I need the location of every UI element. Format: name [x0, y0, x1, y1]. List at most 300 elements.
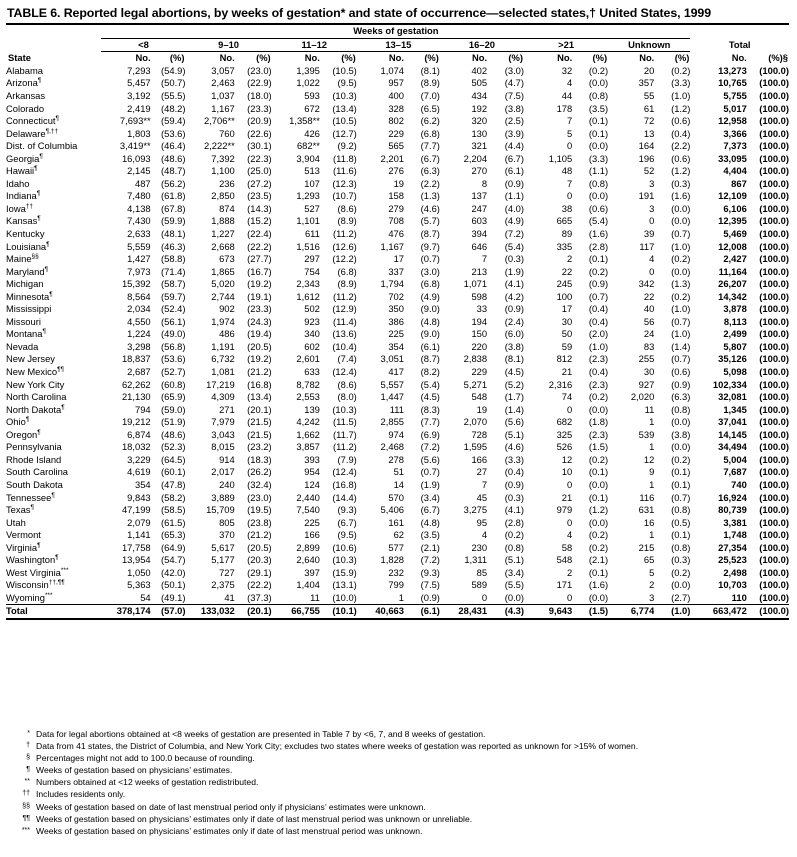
table-row: [6, 454, 789, 467]
percent-cell: (0.3): [504, 253, 525, 265]
percent-cell: (4.8): [420, 516, 440, 528]
count-cell: 255: [638, 353, 655, 365]
percent-cell: (52.3): [161, 441, 186, 453]
percent-cell: (100.0): [759, 64, 789, 76]
count-cell: 1: [398, 591, 404, 603]
count-cell: 10,765: [718, 77, 747, 89]
count-cell: 335: [556, 240, 573, 252]
state-name: Missouri: [6, 315, 41, 327]
percent-cell: (16.7): [247, 265, 272, 277]
count-cell: 5,004: [723, 453, 747, 465]
count-cell: 914: [219, 453, 235, 465]
count-cell: 7,430: [127, 215, 151, 227]
percent-cell: (0.0): [671, 265, 691, 277]
count-cell: 1,100: [211, 165, 235, 177]
table-row: [6, 203, 789, 216]
percent-cell: (0.3): [504, 491, 525, 503]
percent-cell: (47.8): [161, 478, 186, 490]
state-name: Maryland: [6, 265, 45, 277]
state-cell: [6, 341, 101, 354]
count-cell: 1,427: [127, 253, 151, 265]
count-cell: 2,633: [127, 228, 151, 240]
footnote-text: Data from 41 states, the District of Columbia, and New York City; excludes two states where weeks of gestation was reported as unknown for >15% of women.: [36, 741, 639, 752]
percent-cell: (10.0): [332, 591, 357, 603]
percent-cell: (8.9): [337, 278, 357, 290]
count-cell: 7: [481, 478, 488, 490]
count-cell: 196: [638, 152, 655, 164]
count-cell: 3,043: [211, 428, 235, 440]
percent-cell: (100.0): [759, 315, 789, 327]
percent-cell: (12.6): [332, 240, 357, 252]
count-cell: 954: [304, 466, 320, 478]
count-cell: 2,687: [127, 366, 151, 378]
total-count-cell: 9,643: [524, 605, 572, 619]
table-row: [6, 215, 789, 228]
percent-cell: (0.2): [671, 453, 691, 465]
count-cell: 4: [481, 529, 488, 541]
percent-cell: (2.1): [420, 541, 440, 553]
percent-cell: (0.0): [588, 403, 609, 415]
count-cell: 7,373: [723, 140, 747, 152]
count-cell: 1,662: [296, 428, 320, 440]
count-cell: 434: [471, 90, 488, 101]
footnote-text: Weeks of gestation based on date of last menstrual period only if physicians’ estimates were unknown.: [36, 801, 426, 812]
percent-cell: (100.0): [759, 115, 789, 127]
count-cell: 8,113: [723, 315, 747, 327]
count-cell: 85: [476, 566, 488, 578]
percent-cell: (0.1): [671, 466, 691, 478]
percent-cell: (0.2): [588, 391, 609, 403]
state-name: Maine: [6, 253, 32, 265]
empty-corner: [6, 25, 101, 38]
percent-cell: (7.4): [337, 353, 357, 365]
count-cell: 2,899: [296, 541, 320, 553]
percent-cell: (15.9): [332, 566, 357, 578]
percent-cell: (2.2): [420, 177, 440, 189]
percent-cell: (11.2): [333, 290, 357, 302]
percent-cell: (53.6): [161, 127, 186, 139]
count-cell: 124: [304, 478, 320, 490]
count-cell: 16,093: [121, 152, 151, 164]
count-cell: 276: [388, 165, 404, 177]
count-cell: 191: [638, 190, 655, 202]
count-cell: 708: [388, 215, 404, 227]
percent-cell: (0.4): [504, 466, 525, 478]
count-cell: 12: [643, 453, 655, 465]
percent-cell: (2.7): [671, 591, 691, 603]
state-cell: [6, 504, 101, 517]
percent-cell: (0.6): [588, 202, 609, 214]
count-cell: 340: [304, 328, 320, 340]
percent-cell: (4.7): [504, 77, 525, 89]
table-row: [6, 127, 789, 140]
percent-cell: (53.6): [161, 353, 186, 365]
percent-cell: (100.0): [759, 303, 789, 315]
count-cell: 3,057: [211, 64, 235, 76]
state-cell: [6, 366, 101, 379]
percent-cell: (1.7): [504, 391, 525, 403]
state-cell: [6, 391, 101, 404]
count-cell: 1,101: [296, 215, 320, 227]
percent-cell: (1.0): [671, 328, 691, 340]
count-cell: 2,838: [463, 353, 488, 365]
percent-cell: (3.8): [504, 102, 525, 114]
state-name: New Mexico: [6, 366, 58, 378]
state-name: Tennessee: [6, 491, 52, 503]
pct-column-header: (%): [256, 52, 271, 64]
percent-cell: (6.0): [504, 328, 525, 340]
count-cell: 130: [471, 127, 488, 139]
count-cell: 102,334: [712, 378, 747, 390]
percent-cell: (0.2): [671, 290, 691, 302]
percent-cell: (100.0): [759, 478, 789, 490]
state-cell: [6, 102, 101, 115]
percent-cell: (0.1): [588, 491, 609, 503]
empty-total-top: [690, 25, 789, 38]
count-cell: 2,440: [296, 491, 320, 503]
state-name: New York City: [6, 378, 65, 390]
percent-cell: (0.0): [504, 591, 525, 603]
table-row: [6, 378, 789, 391]
count-cell: 1,081: [211, 366, 235, 378]
percent-cell: (20.3): [247, 554, 272, 566]
percent-cell: (0.8): [671, 541, 691, 553]
percent-cell: (3.8): [504, 340, 525, 352]
percent-cell: (24.3): [247, 315, 272, 327]
table-row: [6, 152, 789, 165]
percent-cell: (11.7): [333, 428, 357, 440]
percent-cell: (2.3): [588, 353, 609, 365]
percent-cell: (6.9): [420, 428, 440, 440]
count-cell: 59: [561, 340, 573, 352]
state-cell: [6, 90, 101, 103]
state-cell: [6, 316, 101, 329]
count-cell: 58: [561, 541, 573, 553]
percent-cell: (7.5): [420, 579, 440, 591]
percent-cell: (0.2): [504, 529, 525, 541]
state-column-header: State: [8, 52, 31, 64]
state-cell: [6, 353, 101, 366]
state-name: Minnesota: [6, 290, 50, 302]
count-cell: 1,050: [127, 566, 151, 578]
percent-cell: (15.2): [247, 215, 272, 227]
percent-cell: (21.5): [247, 428, 272, 440]
footnote: [14, 728, 638, 740]
count-cell: 0: [567, 516, 573, 528]
percent-cell: (20.5): [247, 541, 272, 553]
table-row: [6, 165, 789, 178]
count-cell: 2,034: [127, 303, 151, 315]
percent-cell: (0.7): [588, 290, 609, 302]
percent-cell: (100.0): [759, 591, 789, 603]
count-cell: 2,850: [211, 190, 235, 202]
count-cell: 702: [388, 290, 404, 302]
count-cell: 682: [556, 416, 573, 428]
count-cell: 11: [644, 403, 655, 415]
count-cell: 21,130: [121, 391, 151, 403]
count-cell: 16: [643, 516, 655, 528]
percent-cell: (6.8): [337, 265, 357, 277]
percent-cell: (100.0): [759, 541, 789, 553]
count-cell: 2,468: [380, 441, 404, 453]
percent-cell: (21.2): [247, 529, 272, 541]
table-row: [6, 366, 789, 379]
state-cell: [6, 115, 101, 128]
count-cell: 39: [643, 228, 655, 240]
count-cell: 194: [471, 315, 488, 327]
footnote-marker: ¶: [44, 265, 49, 273]
count-cell: 4: [567, 77, 573, 89]
count-cell: 12: [561, 453, 573, 465]
percent-cell: (0.0): [671, 416, 691, 428]
percent-cell: (0.2): [588, 529, 609, 541]
count-cell: 2,498: [723, 566, 747, 578]
percent-cell: (2.1): [588, 554, 609, 566]
count-cell: 5,755: [723, 90, 747, 101]
percent-cell: (21.2): [247, 366, 272, 378]
percent-cell: (11.6): [333, 165, 357, 177]
percent-cell: (22.4): [247, 228, 272, 240]
count-cell: 5,363: [127, 579, 151, 591]
percent-cell: (71.4): [161, 265, 186, 277]
subheader-row: [6, 52, 789, 65]
footnote-marker: ¶: [61, 403, 65, 411]
count-cell: 25,523: [718, 554, 747, 566]
count-cell: 3,904: [296, 152, 320, 164]
percent-cell: (0.9): [504, 478, 525, 490]
percent-cell: (10.5): [332, 64, 357, 76]
percent-cell: (6.5): [420, 102, 440, 114]
no-column-header: No.: [557, 52, 573, 64]
count-cell: 83: [643, 340, 655, 352]
count-cell: 0: [567, 403, 573, 415]
count-cell: 426: [304, 127, 320, 139]
footnote-text: Includes residents only.: [36, 789, 126, 800]
state-name: Arizona: [6, 77, 38, 89]
percent-cell: (100.0): [759, 190, 789, 202]
count-cell: 794: [134, 403, 151, 415]
table-row: [6, 353, 789, 366]
state-cell: [6, 541, 101, 554]
count-cell: 107: [304, 177, 320, 189]
count-cell: 5,557: [380, 378, 404, 390]
state-name: Colorado: [6, 102, 45, 114]
percent-cell: (56.8): [161, 340, 186, 352]
no-column-header: No.: [135, 52, 151, 64]
count-cell: 593: [304, 90, 320, 101]
table-row: [6, 341, 789, 354]
table-row: [6, 529, 789, 542]
percent-cell: (0.4): [671, 127, 691, 139]
percent-cell: (22.2): [247, 579, 272, 591]
state-name: Kentucky: [6, 228, 45, 240]
count-cell: 2,079: [127, 516, 151, 528]
count-cell: 215: [638, 541, 655, 553]
percent-cell: (0.1): [588, 253, 609, 265]
percent-cell: (6.8): [420, 127, 440, 139]
count-cell: 247: [471, 202, 488, 214]
percent-cell: (32.4): [247, 478, 272, 490]
table-row: [6, 567, 789, 580]
table-row: [6, 240, 789, 253]
count-cell: 4,550: [127, 315, 151, 327]
percent-cell: (0.7): [671, 228, 691, 240]
percent-cell: (1.0): [671, 240, 691, 252]
state-name: Wisconsin: [6, 579, 49, 591]
table-row: [6, 554, 789, 567]
count-cell: 548: [556, 554, 573, 566]
total-label: Total: [6, 605, 101, 619]
percent-cell: (100.0): [759, 278, 789, 290]
count-cell: 3,298: [127, 340, 151, 352]
percent-cell: (23.2): [247, 441, 272, 453]
percent-cell: (9.0): [420, 328, 440, 340]
count-cell: 974: [388, 428, 404, 440]
count-cell: 957: [388, 77, 404, 89]
count-cell: 33: [476, 303, 488, 315]
percent-cell: (5.6): [504, 416, 525, 428]
percent-cell: (0.2): [588, 453, 609, 465]
percent-cell: (27.2): [247, 177, 272, 189]
count-cell: 0: [567, 591, 573, 603]
percent-cell: (22.6): [247, 127, 272, 139]
percent-cell: (0.6): [671, 366, 691, 378]
count-cell: 2,706**: [203, 115, 235, 127]
percent-cell: (60.8): [161, 378, 186, 390]
percent-cell: (100.0): [759, 90, 789, 101]
percent-cell: (0.8): [671, 403, 691, 415]
percent-cell: (0.8): [588, 90, 609, 101]
percent-cell: (0.0): [588, 591, 609, 603]
percent-cell: (0.0): [588, 140, 609, 152]
count-cell: 2,744: [211, 290, 235, 302]
footnote: [14, 813, 638, 825]
count-cell: 394: [471, 228, 488, 240]
count-cell: 320: [471, 115, 488, 127]
percent-cell: (4.8): [420, 315, 440, 327]
percent-cell: (10.3): [332, 554, 357, 566]
percent-cell: (0.8): [588, 177, 609, 189]
count-cell: 18,032: [121, 441, 151, 453]
count-cell: 61: [643, 102, 655, 114]
state-name: Utah: [6, 516, 26, 528]
table-row: [6, 140, 789, 153]
footnote-marker: ¶: [49, 290, 53, 298]
percent-cell: (4.9): [420, 290, 440, 302]
state-cell: [6, 203, 101, 216]
count-cell: 2,375: [211, 579, 235, 591]
percent-cell: (0.4): [588, 366, 609, 378]
percent-cell: (1.0): [671, 303, 691, 315]
footnote-mark: ¶: [26, 766, 30, 774]
percent-cell: (18.3): [247, 453, 272, 465]
count-cell: 229: [471, 366, 488, 378]
group-header: 13–15: [357, 38, 440, 52]
percent-cell: (4.9): [504, 215, 525, 227]
percent-cell: (100.0): [759, 102, 789, 114]
state-cell: [6, 403, 101, 416]
percent-cell: (0.0): [588, 478, 609, 490]
percent-cell: (0.8): [504, 541, 525, 553]
percent-cell: (16.8): [247, 378, 272, 390]
count-cell: 760: [219, 127, 235, 139]
count-cell: 802: [388, 115, 404, 127]
count-cell: 17,758: [121, 541, 151, 553]
state-name: Alabama: [6, 64, 44, 76]
footnote-marker: ¶: [34, 165, 38, 173]
percent-cell: (13.4): [332, 102, 357, 114]
percent-cell: (100.0): [759, 428, 789, 440]
count-cell: 1: [649, 416, 655, 428]
count-cell: 27: [476, 466, 488, 478]
count-cell: 6,732: [211, 353, 235, 365]
table-row: [6, 541, 789, 554]
percent-cell: (0.6): [671, 115, 691, 127]
percent-cell: (37.3): [247, 591, 272, 603]
count-cell: 9,843: [127, 491, 151, 503]
percent-cell: (7.2): [420, 441, 440, 453]
count-cell: 513: [304, 165, 320, 177]
percent-cell: (52.4): [161, 303, 186, 315]
count-cell: 682**: [296, 140, 320, 152]
count-cell: 923: [304, 315, 320, 327]
count-cell: 570: [388, 491, 404, 503]
count-cell: 2,855: [380, 416, 404, 428]
percent-cell: (48.2): [161, 102, 186, 114]
percent-cell: (0.2): [588, 265, 609, 277]
count-cell: 2: [567, 253, 573, 265]
group-header: 16–20: [440, 38, 524, 52]
footnotes: [14, 728, 638, 837]
count-cell: 2,463: [211, 77, 235, 89]
total-row: [6, 605, 789, 619]
count-cell: 3,381: [723, 516, 747, 528]
percent-cell: (3.3): [671, 77, 691, 89]
count-cell: 2,668: [211, 240, 235, 252]
count-cell: 7: [567, 115, 573, 127]
count-cell: 402: [471, 64, 488, 76]
pct-column-header: (%): [508, 52, 524, 64]
percent-cell: (0.9): [671, 378, 691, 390]
percent-cell: (59.4): [161, 115, 186, 127]
count-cell: 2,553: [296, 391, 320, 403]
table-row: [6, 429, 789, 442]
percent-cell: (6.1): [504, 165, 525, 177]
table-row: [6, 265, 789, 278]
count-cell: 192: [471, 102, 488, 114]
percent-cell: (1.1): [588, 165, 609, 177]
count-cell: 1,974: [211, 315, 235, 327]
percent-cell: (7.2): [420, 554, 440, 566]
footnote-text: Weeks of gestation based on physicians’ estimates only if date of last menstrual period was unknown.: [36, 825, 423, 836]
state-name: Arkansas: [6, 90, 46, 101]
state-cell: [6, 278, 101, 291]
percent-cell: (10.3): [332, 403, 357, 415]
percent-cell: (6.7): [337, 516, 357, 528]
state-name: Idaho: [6, 177, 30, 189]
count-cell: 89: [561, 228, 573, 240]
count-cell: 589: [471, 579, 488, 591]
percent-cell: (10.6): [332, 541, 357, 553]
state-name: West Virginia: [6, 566, 61, 578]
count-cell: 2: [649, 579, 655, 591]
percent-cell: (100.0): [759, 228, 789, 240]
count-cell: 245: [556, 278, 573, 290]
percent-cell: (58.8): [161, 253, 186, 265]
percent-cell: (22.9): [247, 77, 272, 89]
pct-column-header: (%): [592, 52, 608, 64]
percent-cell: (59.0): [161, 403, 186, 415]
